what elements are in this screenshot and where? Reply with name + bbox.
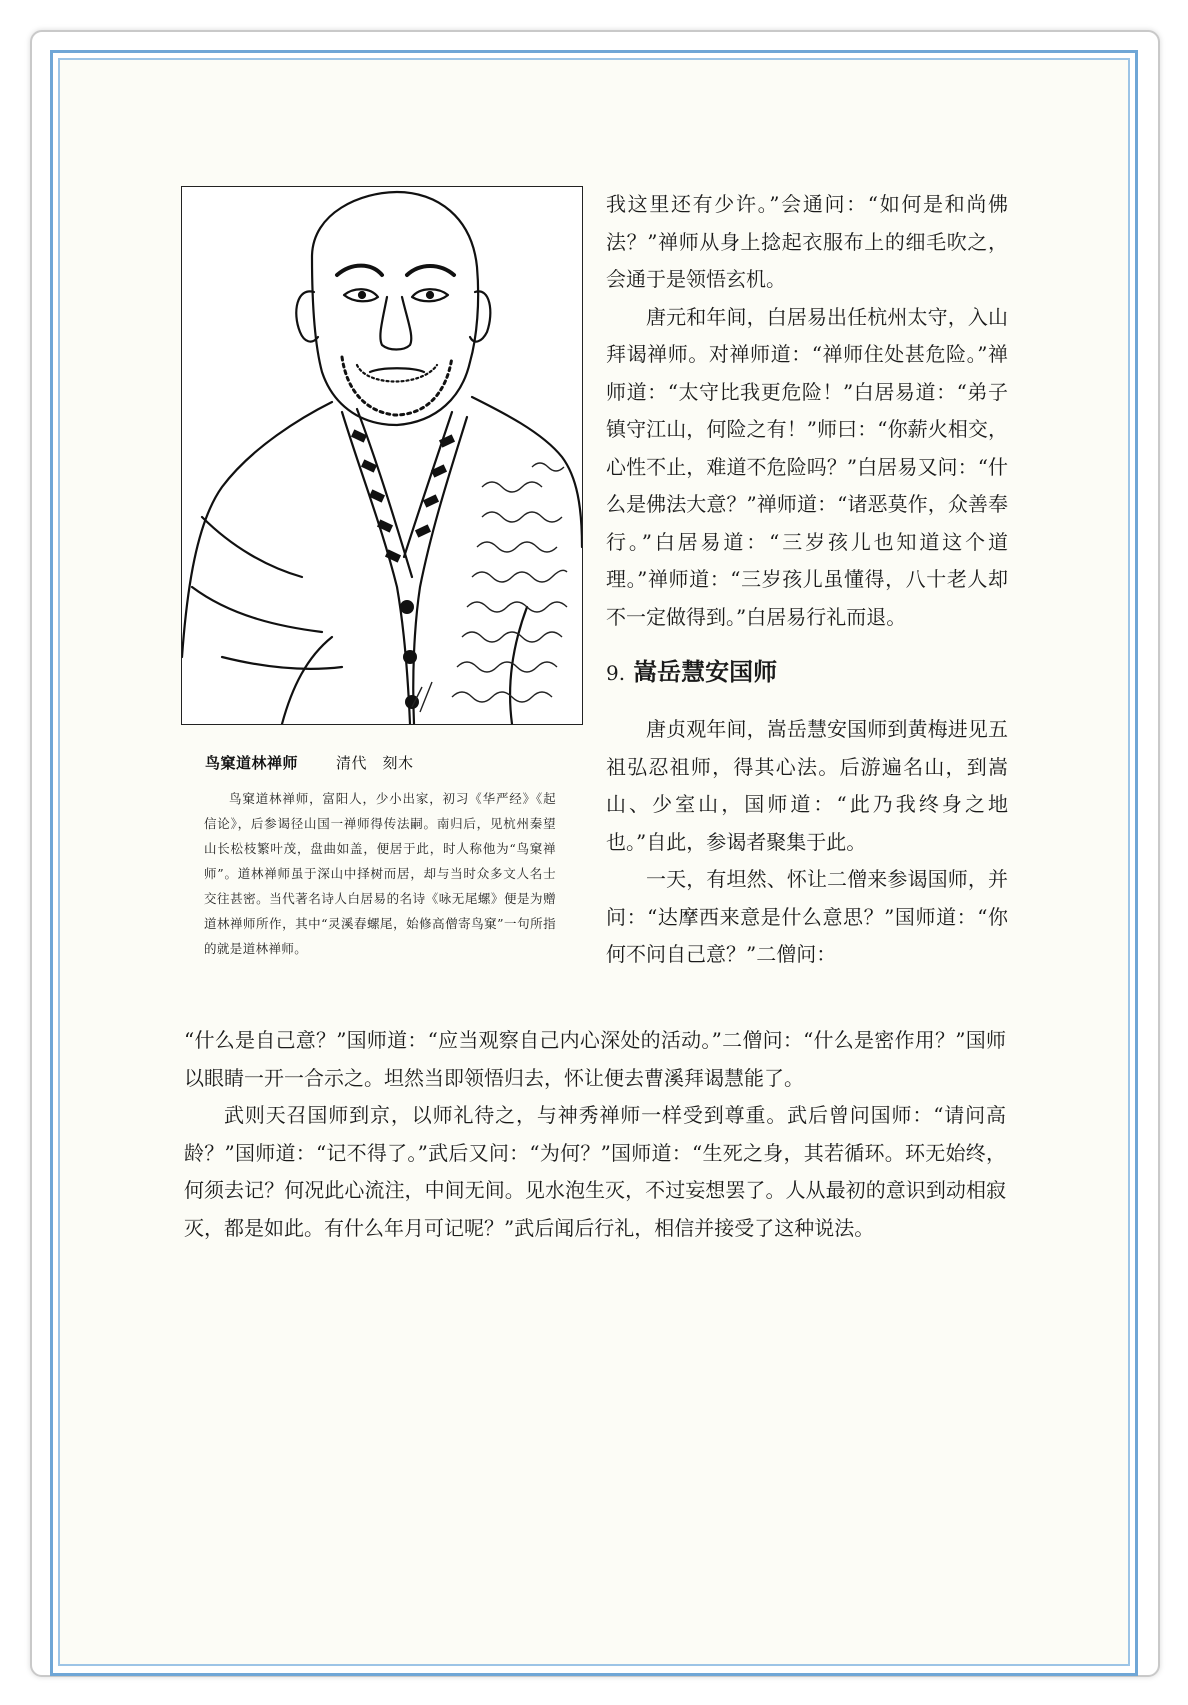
monk-portrait-woodcut: [181, 186, 583, 725]
paragraph: 唐元和年间，白居易出任杭州太守，入山拜谒禅师。对禅师道：“禅师住处甚危险。”禅师道：“太守比我更危险！”白居易道：“弟子镇守江山，何险之有！”师曰：“你薪火相交，心性不止，难道不危险吗？”白居易又问：“什么是佛法大意？”禅师道：“诸恶莫作，众善奉行。”白居易道：“三岁孩儿也知道这个道理。”禅师道：“三岁孩儿虽懂得，八十老人却不一定做得到。”白居易行礼而退。: [606, 304, 1008, 629]
figure-caption-title: [205, 752, 585, 773]
right-text-column: [606, 186, 1008, 974]
figure-caption-body: 鸟窠道林禅师，富阳人，少小出家，初习《华严经》《起信论》，后参谒径山国一禅师得传法嗣。南归后，见杭州秦望山长松枝繁叶茂，盘曲如盖，便居于此，时人称他为“鸟窠禅师”。道林禅师虽于深山中择树而居，却与当时众多文人名士交往甚密。当代著名诗人白居易的名诗《咏无尾螺》便是为赠道林禅师所作，其中“灵溪春螺尾，始修高僧寄鸟窠”一句所指的就是道林禅师。: [204, 791, 556, 956]
caption-meta: 清代 刻木: [336, 754, 414, 772]
section-title: 嵩岳慧安国师: [633, 657, 778, 686]
paragraph: “什么是自己意？”国师道：“应当观察自己内心深处的活动。”二僧问：“什么是密作用？”国师以眼睛一开一合示之。坦然当即领悟归去，怀让便去曹溪拜谒慧能了。: [184, 1028, 1006, 1090]
paragraph: 武则天召国师到京，以师礼待之，与神秀禅师一样受到尊重。武后曾问国师：“请问高龄？”国师道：“记不得了。”武后又问：“为何？”国师道：“生死之身，其若循环。环无始终，何须去记？何况此心流注，中间无间。见水泡生灭，不过妄想罢了。人从最初的意识到动相寂灭，都是如此。有什么年月可记呢？”武后闻后行礼，相信并接受了这种说法。: [184, 1103, 1006, 1240]
paragraph: 我这里还有少许。”会通问：“如何是和尚佛法？”禅师从身上捻起衣服布上的细毛吹之，会通于是领悟玄机。: [606, 192, 1008, 291]
paragraph: 一天，有坦然、怀让二僧来参谒国师，并问：“达摩西来意是什么意思？”国师道：“你何不问自己意？”二僧问：: [606, 867, 1008, 966]
section-number: 9.: [606, 661, 626, 685]
paragraph: 唐贞观年间，嵩岳慧安国师到黄梅进见五祖弘忍祖师，得其心法。后游遍名山，到嵩山、少室山，国师道：“此乃我终身之地也。”自此，参谒者聚集于此。: [606, 717, 1008, 854]
full-width-text: [184, 1022, 1006, 1247]
caption-name: 鸟窠道林禅师: [205, 754, 299, 772]
section-heading: [606, 654, 1008, 691]
